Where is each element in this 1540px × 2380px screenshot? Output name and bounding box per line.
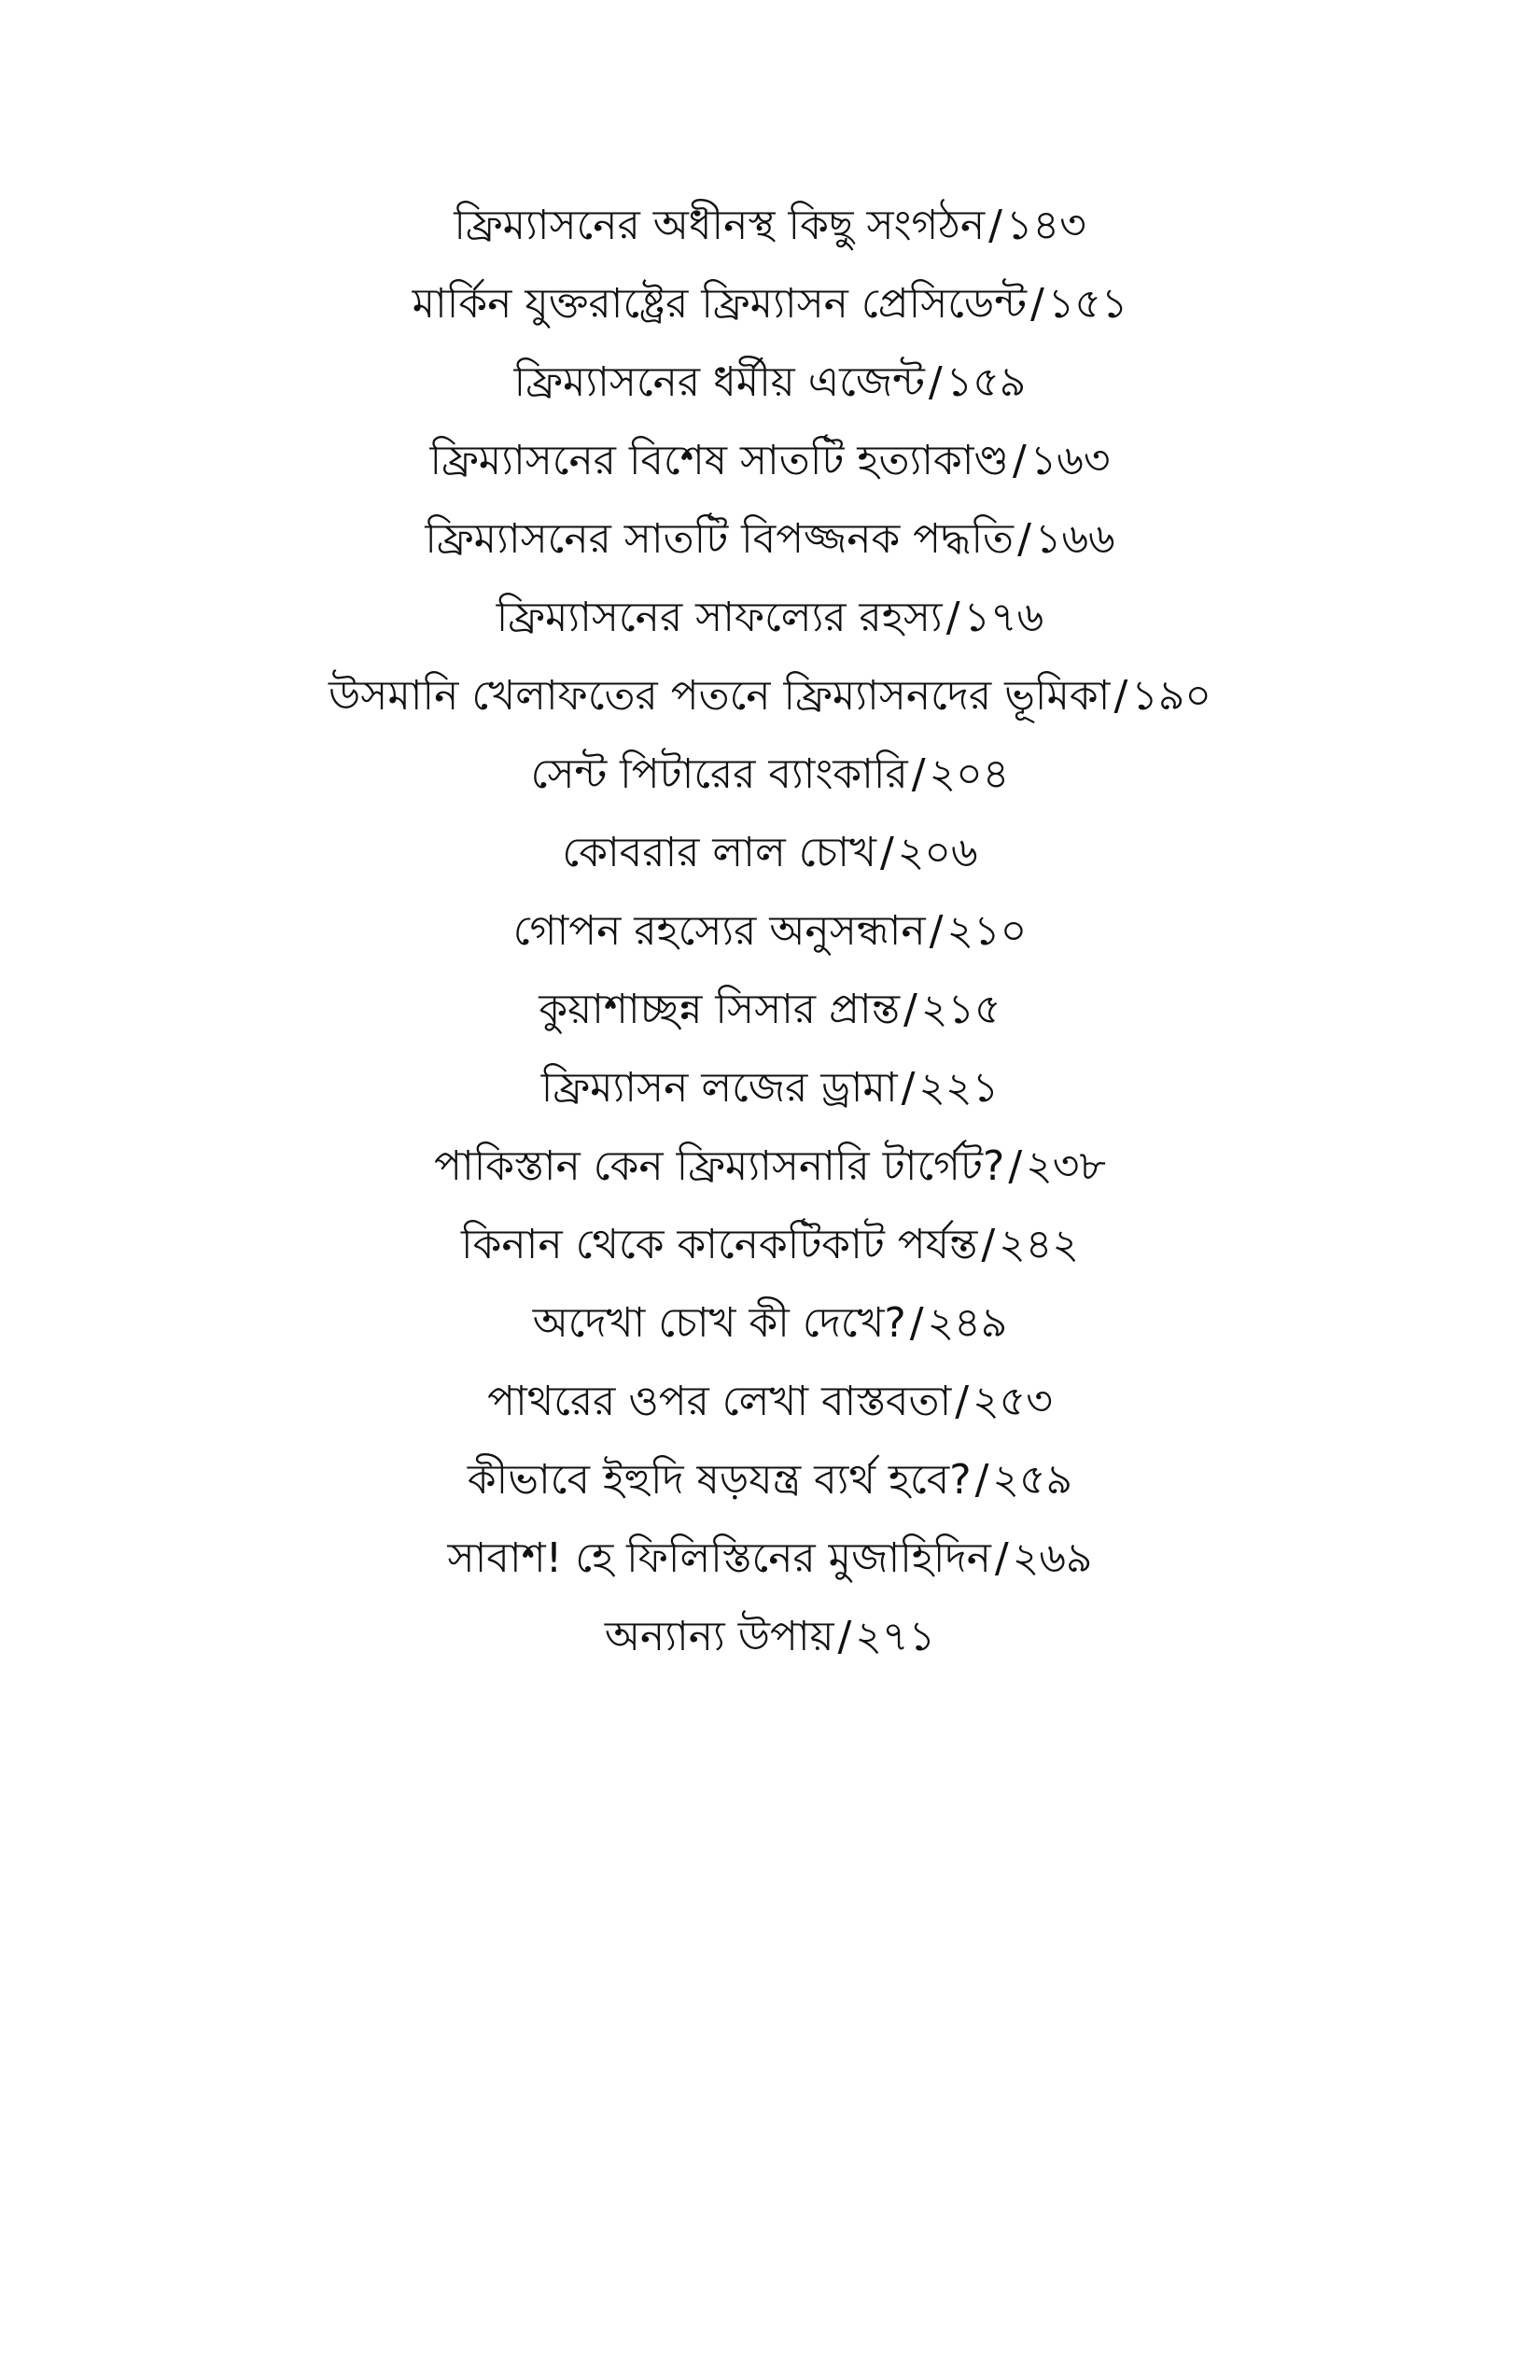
toc-entry-title: কোবরার লাল চোখ <box>562 829 876 876</box>
toc-page-number: ২২১ <box>918 1064 1000 1112</box>
toc-entry-title: সাবাশ! হে ফিলিস্তিনের মুজাহিদিন <box>447 1534 991 1582</box>
toc-entry <box>0 187 1540 265</box>
toc-entry-title: অদেখা চোখ কী দেখে? <box>532 1299 906 1347</box>
toc-entry-title: মার্কিন যুক্তরাষ্ট্রের ফ্রিম্যাসন প্রেসিডেন্ট <box>412 280 1027 328</box>
toc-page-number: ১৫১ <box>1047 280 1128 328</box>
toc-entry-title: পাকিস্তান কেন ফ্রিম্যাসনারি টার্গেট? <box>434 1142 1005 1190</box>
toc-entry-title: উসমানি খেলাফতের পতনে ফ্রিম্যাসনদের ভূমিকা <box>329 672 1111 720</box>
toc-separator: / <box>903 986 917 1033</box>
toc-page-number: ২১০ <box>946 907 1028 955</box>
toc-separator: / <box>1029 280 1044 328</box>
toc-separator: / <box>981 1221 996 1268</box>
toc-separator: / <box>879 829 894 876</box>
toc-entry <box>0 1441 1540 1519</box>
toc-page-number: ১৬৬ <box>1034 515 1115 563</box>
toc-entry-title: অন্যান্য উপায় <box>604 1613 834 1660</box>
toc-entry-title: কিনান থেকে কানেকটিকাট পর্যন্ত <box>461 1221 978 1268</box>
toc-entry <box>0 735 1540 814</box>
toc-entry <box>0 892 1540 971</box>
toc-page-number: ২৫৩ <box>973 1378 1053 1425</box>
toc-entry-title: ফ্রিম্যাসনের সাফল্যের রহস্য <box>496 594 943 641</box>
toc-entry <box>0 1598 1540 1676</box>
toc-entry-title: ফ্রিম্যাসনের ধর্মীয় এজেন্ট <box>513 358 925 406</box>
toc-separator: / <box>928 358 943 406</box>
toc-separator: / <box>974 1456 989 1504</box>
toc-entry-title: ফ্রিম্যাসন লজের ড্রামা <box>540 1064 898 1112</box>
toc-page-number: ১৪৩ <box>1005 202 1086 249</box>
toc-page-number: ২৫৯ <box>992 1456 1073 1504</box>
toc-entry-title: ফ্রিম্যাসনের অধীনস্থ কিছু সংগঠন <box>454 202 986 249</box>
toc-entry <box>0 1284 1540 1363</box>
toc-page-number: ১৫৯ <box>945 358 1027 406</box>
toc-entry <box>0 500 1540 579</box>
toc-separator: / <box>994 1534 1009 1582</box>
toc-separator: / <box>1012 437 1027 484</box>
toc-separator: / <box>945 594 960 641</box>
toc-page-number: ২৪২ <box>999 1221 1079 1268</box>
toc-page-number: ২০৪ <box>929 750 1010 798</box>
toc-entry-title: কুয়াশাচ্ছন্ন সিসার প্রান্ত <box>539 986 901 1033</box>
toc-entry <box>0 814 1540 892</box>
toc-entry <box>0 343 1540 422</box>
toc-entry <box>0 657 1540 735</box>
toc-entry-title: গোপন রহস্যের অনুসন্ধান <box>512 907 926 955</box>
toc-entry <box>0 1127 1540 1206</box>
toc-entry <box>0 579 1540 657</box>
toc-page-number: ১৯০ <box>1131 672 1211 720</box>
toc-entry-title: সেন্ট পিটারের ব্যাংকারি <box>530 750 908 798</box>
toc-page-number: ২৬৯ <box>1012 1534 1093 1582</box>
toc-entry-title: কীভাবে ইহুদি ষড়যন্ত্র ব্যর্থ হবে? <box>467 1456 972 1504</box>
toc-entry-title: ফ্রিম্যাসনের বিশেষ সাতটি হত্যাকাণ্ড <box>429 437 1009 484</box>
toc-separator: / <box>1113 672 1128 720</box>
toc-separator: / <box>955 1378 970 1425</box>
toc-entry <box>0 1519 1540 1598</box>
toc-entry-title: পাথরের ওপর লেখা বাস্তবতা <box>487 1378 952 1425</box>
toc-page-number: ২৭১ <box>855 1613 936 1660</box>
toc-page-number: ১৭৬ <box>963 594 1044 641</box>
toc-entry <box>0 971 1540 1049</box>
toc-entry <box>0 1206 1540 1284</box>
toc-entry <box>0 1049 1540 1127</box>
toc-page-number: ২১৫ <box>920 986 1001 1033</box>
toc-page-number: ২০৬ <box>897 829 978 876</box>
toc-entry <box>0 422 1540 500</box>
toc-separator: / <box>909 1299 924 1347</box>
toc-entry <box>0 265 1540 343</box>
toc-page-number: ২৩৮ <box>1026 1142 1106 1190</box>
table-of-contents <box>0 187 1540 1676</box>
toc-separator: / <box>901 1064 916 1112</box>
toc-separator: / <box>929 907 944 955</box>
toc-separator: / <box>911 750 926 798</box>
toc-page-number: ২৪৯ <box>927 1299 1008 1347</box>
toc-entry-title: ফ্রিম্যাসনের সাতটি বিপজ্জনক পদ্ধতি <box>425 515 1015 563</box>
toc-separator: / <box>837 1613 852 1660</box>
toc-page-number: ১৬৩ <box>1029 437 1111 484</box>
toc-separator: / <box>1017 515 1031 563</box>
toc-separator: / <box>1008 1142 1023 1190</box>
toc-entry <box>0 1363 1540 1441</box>
toc-separator: / <box>988 202 1002 249</box>
